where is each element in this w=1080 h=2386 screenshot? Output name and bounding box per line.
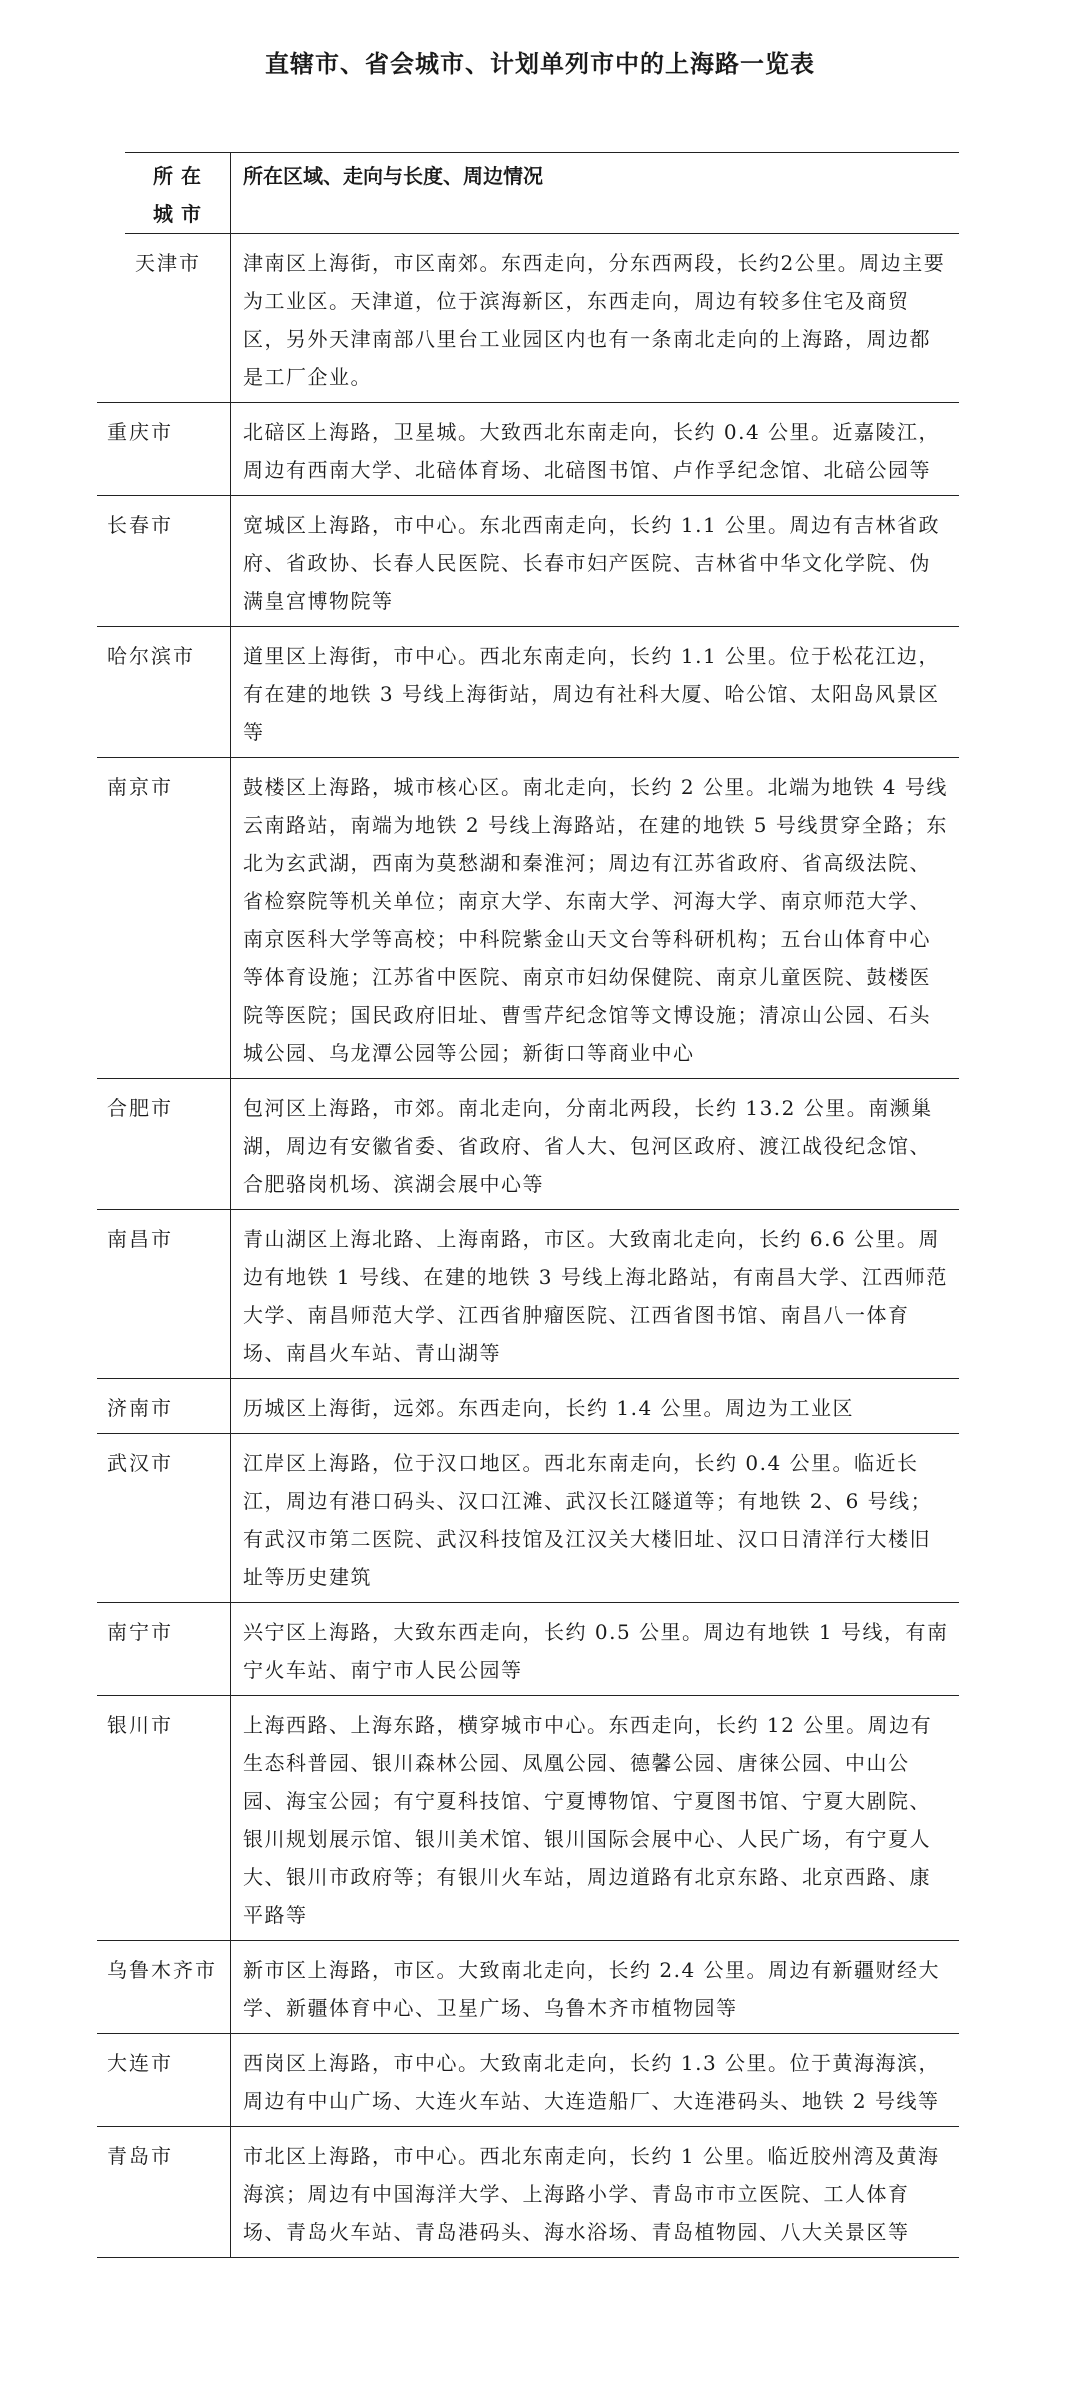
- row-description: 历城区上海街，远郊。东西走向，长约 1.4 公里。周边为工业区: [230, 1379, 959, 1433]
- row-city: 南京市: [107, 775, 173, 799]
- row-city: 哈尔滨市: [107, 644, 195, 668]
- table-row: [97, 1434, 959, 1603]
- row-city: 合肥市: [107, 1096, 173, 1120]
- row-city: 长春市: [107, 513, 173, 537]
- table-row: [97, 758, 959, 1079]
- table-row: [97, 1941, 959, 2034]
- table-row: [97, 2127, 959, 2258]
- row-description: 包河区上海路，市郊。南北走向，分南北两段，长约 13.2 公里。南濒巢湖，周边有安徽省委、省政府、省人大、包河区政府、渡江战役纪念馆、合肥骆岗机场、滨湖会展中心等: [230, 1079, 959, 1209]
- row-description: 青山湖区上海北路、上海南路，市区。大致南北走向，长约 6.6 公里。周边有地铁 1 号线、在建的地铁 3 号线上海北路站，有南昌大学、江西师范大学、南昌师范大学、江西省肿瘤医院、江西省图书馆、南昌八一体育场、南昌火车站、青山湖等: [230, 1210, 959, 1378]
- row-city: 银川市: [107, 1713, 173, 1737]
- row-description: 西岗区上海路，市中心。大致南北走向，长约 1.3 公里。位于黄海海滨，周边有中山广场、大连火车站、大连造船厂、大连港码头、地铁 2 号线等: [230, 2034, 959, 2126]
- page-title: 直辖市、省会城市、计划单列市中的上海路一览表: [265, 49, 815, 78]
- row-description: 宽城区上海路，市中心。东北西南走向，长约 1.1 公里。周边有吉林省政府、省政协、长春人民医院、长春市妇产医院、吉林省中华文化学院、伪满皇宫博物院等: [230, 496, 959, 626]
- table-row: [97, 627, 959, 758]
- table-row: [97, 1696, 959, 1941]
- row-city: 南宁市: [107, 1620, 173, 1644]
- row-description: 道里区上海街，市中心。西北东南走向，长约 1.1 公里。位于松花江边，有在建的地铁 3 号线上海街站，周边有社科大厦、哈公馆、太阳岛风景区等: [230, 627, 959, 757]
- row-city: 重庆市: [107, 420, 173, 444]
- header-city: 所在城市: [153, 164, 209, 226]
- table-body: [83, 234, 959, 2258]
- table-row: [97, 1079, 959, 1210]
- row-city: 大连市: [107, 2051, 173, 2075]
- row-description: 新市区上海路，市区。大致南北走向，长约 2.4 公里。周边有新疆财经大学、新疆体育中心、卫星广场、乌鲁木齐市植物园等: [230, 1941, 959, 2033]
- row-city: 南昌市: [107, 1227, 173, 1251]
- table-row: [97, 1210, 959, 1379]
- row-description: 鼓楼区上海路，城市核心区。南北走向，长约 2 公里。北端为地铁 4 号线云南路站，南端为地铁 2 号线上海路站，在建的地铁 5 号线贯穿全路；东北为玄武湖，西南为莫愁湖和秦淮河；周边有江苏省政府、省高级法院、省检察院等机关单位；南京大学、东南大学、河海大学、南京师范大学、南京医科大学等高校；中科院紫金山天文台等科研机构；五台山体育中心等体育设施；江苏省中医院、南京市妇幼保健院、南京儿童医院、鼓楼医院等医院；国民政府旧址、曹雪芹纪念馆等文博设施；清凉山公园、石头城公园、乌龙潭公园等公园；新街口等商业中心: [230, 758, 959, 1078]
- row-description: 兴宁区上海路，大致东西走向，长约 0.5 公里。周边有地铁 1 号线，有南宁火车站、南宁市人民公园等: [230, 1603, 959, 1695]
- row-description: 津南区上海街，市区南郊。东西走向，分东西两段，长约2公里。周边主要为工业区。天津道，位于滨海新区，东西走向，周边有较多住宅及商贸区，另外天津南部八里台工业园区内也有一条南北走向的上海路，周边都是工厂企业。: [230, 234, 959, 402]
- row-description: 上海西路、上海东路，横穿城市中心。东西走向，长约 12 公里。周边有生态科普园、银川森林公园、凤凰公园、德馨公园、唐徕公园、中山公园、海宝公园；有宁夏科技馆、宁夏博物馆、宁夏图书馆、宁夏大剧院、银川规划展示馆、银川美术馆、银川国际会展中心、人民广场，有宁夏人大、银川市政府等；有银川火车站，周边道路有北京东路、北京西路、康平路等: [230, 1696, 959, 1940]
- header-description: 所在区域、走向与长度、周边情况: [230, 153, 959, 233]
- table-header-row: [125, 152, 959, 234]
- table-row: [97, 234, 959, 403]
- row-description: 江岸区上海路，位于汉口地区。西北东南走向，长约 0.4 公里。临近长江，周边有港口码头、汉口江滩、武汉长江隧道等；有地铁 2、6 号线；有武汉市第二医院、武汉科技馆及江汉关大楼旧址、汉口日清洋行大楼旧址等历史建筑: [230, 1434, 959, 1602]
- table-row: [97, 2034, 959, 2127]
- row-city: 武汉市: [107, 1451, 173, 1475]
- table-row: [97, 1603, 959, 1696]
- row-city: 乌鲁木齐市: [107, 1958, 217, 1982]
- row-description: 市北区上海路，市中心。西北东南走向，长约 1 公里。临近胶州湾及黄海海滨；周边有中国海洋大学、上海路小学、青岛市市立医院、工人体育场、青岛火车站、青岛港码头、海水浴场、青岛植物园、八大关景区等: [230, 2127, 959, 2257]
- table-row: [97, 403, 959, 496]
- road-table: [83, 152, 959, 2258]
- table-row: [97, 496, 959, 627]
- row-description: 北碚区上海路，卫星城。大致西北东南走向，长约 0.4 公里。近嘉陵江，周边有西南大学、北碚体育场、北碚图书馆、卢作孚纪念馆、北碚公园等: [230, 403, 959, 495]
- row-city: 青岛市: [107, 2144, 173, 2168]
- row-city: 天津市: [135, 251, 201, 275]
- table-row: [97, 1379, 959, 1434]
- row-city: 济南市: [107, 1396, 173, 1420]
